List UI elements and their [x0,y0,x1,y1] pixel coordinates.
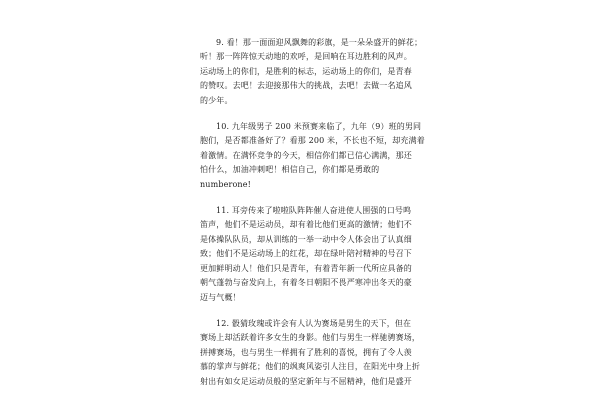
paragraph-line: 胞们，是否都准备好了？看那 200 米，不长也不短，却充满着 [200,136,425,146]
paragraph-line: 拼搏赛场，也与男生一样拥有了胜利的喜悦，拥有了令人羡 [200,347,412,357]
paragraph-9 [200,36,423,108]
paragraph-line: 着激情。在满怀竞争的今天，相信你们都已信心满满，那还 [200,150,412,160]
paragraph-10 [200,120,425,192]
paragraph-line: 射出有如女足运动员般的坚定新年与不屈精神，他们是盛开 [200,376,412,386]
paragraph-line: 更加鲜明动人！他们只是青年，有着青年新一代所应具备的 [200,263,412,273]
paragraph-line: 朝气蓬勃与奋发向上，有着冬日朝阳不畏严寒冲出冬天的豪 [200,278,412,288]
paragraph-line: 的少年。 [200,95,233,105]
paragraph-line: 赛场上却活跃着许多女生的身影。他们与男生一样驰骋赛场， [200,333,421,343]
paragraph-line: 11. 耳旁传来了啦啦队阵阵催人奋进使人围强的口号鸣 [216,206,412,216]
paragraph-12 [200,317,420,389]
paragraph-line: 迈与气概！ [200,292,241,302]
paragraph-line: 是体操队队员，却从训练的一举一动中令人体会出了认真细 [200,234,412,244]
paragraph-line: 听！那一阵阵惊天动地的欢呼，是回响在耳边胜利的风声。 [200,52,412,62]
paragraph-11 [200,204,420,305]
paragraph-line: 的赞叹。去吧！去迎接那伟大的挑战，去吧！去做一名追风 [200,81,412,91]
paragraph-line: 9. 看！那一面面迎风飘舞的彩旗，是一朵朵盛开的鲜花； [216,38,423,47]
paragraph-line: 慕的掌声与鲜花；他们的飒爽风姿引人注目，在阳光中身上折 [200,362,421,372]
paragraph-line: 怕什么，加油冲刺吧！相信自己，你们都是勇敢的 [200,165,380,175]
paragraph-line: 12. 骰猜玫瑰或许会有人认为赛场是男生的天下，但在 [216,318,412,328]
paragraph-line: 运动场上的你们，是胜利的标志，运动场上的你们，是青春 [200,66,412,76]
paragraph-line: numberone! [200,179,251,189]
text-column [200,36,425,401]
paragraph-line: 笛声，他们不是运动员，却有着比他们更高的激情；他们不 [200,220,412,230]
paragraph-line: 10. 九年级男子 200 米预赛来临了，九年（9）班的男同 [216,122,422,132]
paragraph-line: 致；他们不是运动场上的红花，却在绿叶陪衬精神的号召下 [200,249,412,259]
